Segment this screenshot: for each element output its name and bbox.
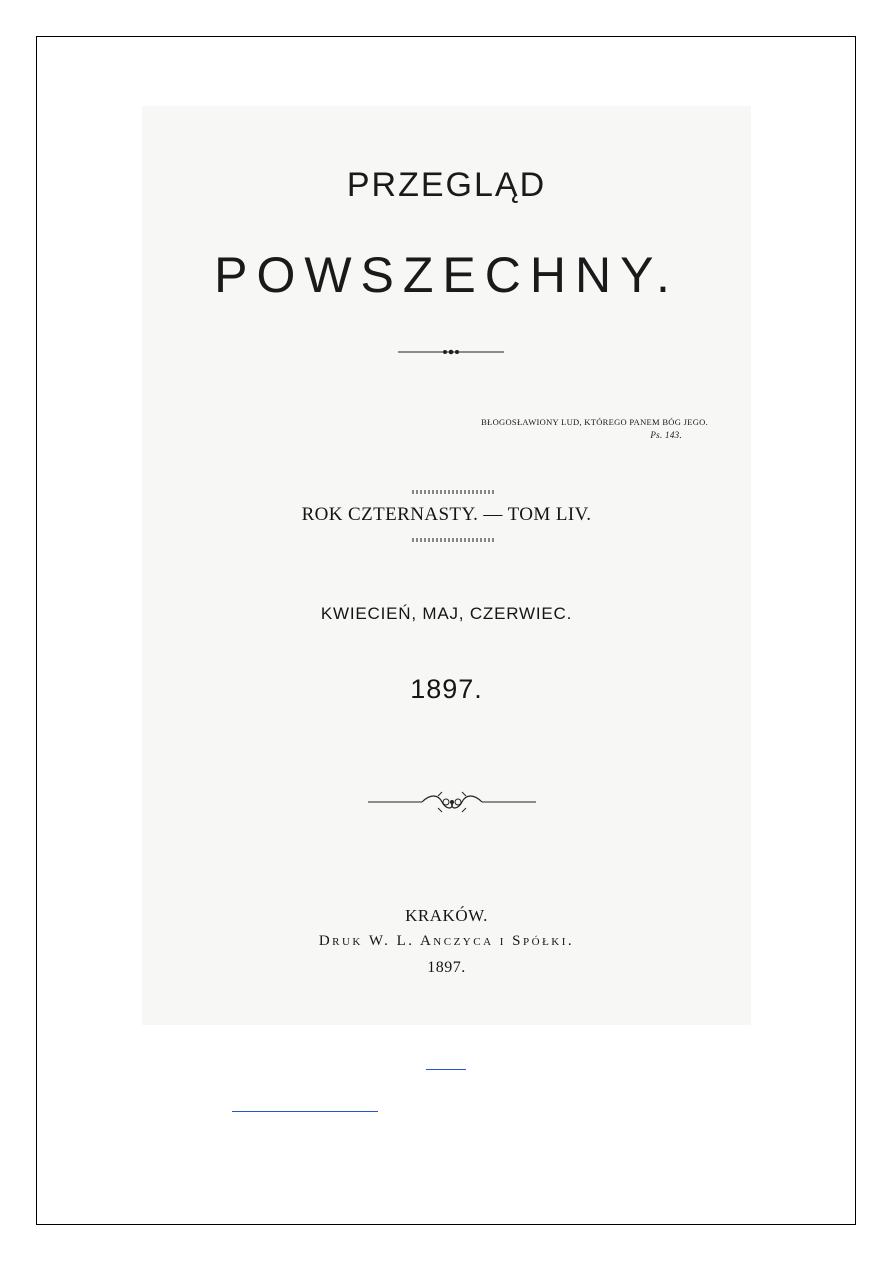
months-line: KWIECIEŃ, MAJ, CZERWIEC. bbox=[320, 604, 573, 623]
motto bbox=[458, 416, 708, 442]
print-year-line: 1897. bbox=[427, 959, 466, 976]
title-line-1: PRZEGLĄD bbox=[346, 166, 547, 204]
wavy-rule-bottom bbox=[412, 538, 494, 542]
cover-scan-image bbox=[142, 106, 751, 1025]
volume-line: ROK CZTERNASTY. — TOM LIV. bbox=[301, 504, 592, 525]
flourish-ornament bbox=[368, 790, 536, 814]
motto-text: BŁOGOSŁAWIONY LUD, KTÓREGO PANEM BÓG JEGO. bbox=[481, 417, 708, 427]
wavy-rule-top bbox=[412, 490, 494, 494]
link-underline-long[interactable] bbox=[232, 1111, 378, 1112]
city-line: KRAKÓW. bbox=[405, 906, 488, 925]
rule-ornament bbox=[398, 348, 504, 356]
link-underline-short[interactable] bbox=[426, 1069, 466, 1070]
motto-citation: Ps. 143. bbox=[650, 430, 682, 440]
title-line-2: POWSZECHNY. bbox=[214, 247, 679, 303]
year-line: 1897. bbox=[410, 674, 483, 704]
printer-line: Druk W. L. Anczyca i Spółki. bbox=[318, 933, 575, 949]
